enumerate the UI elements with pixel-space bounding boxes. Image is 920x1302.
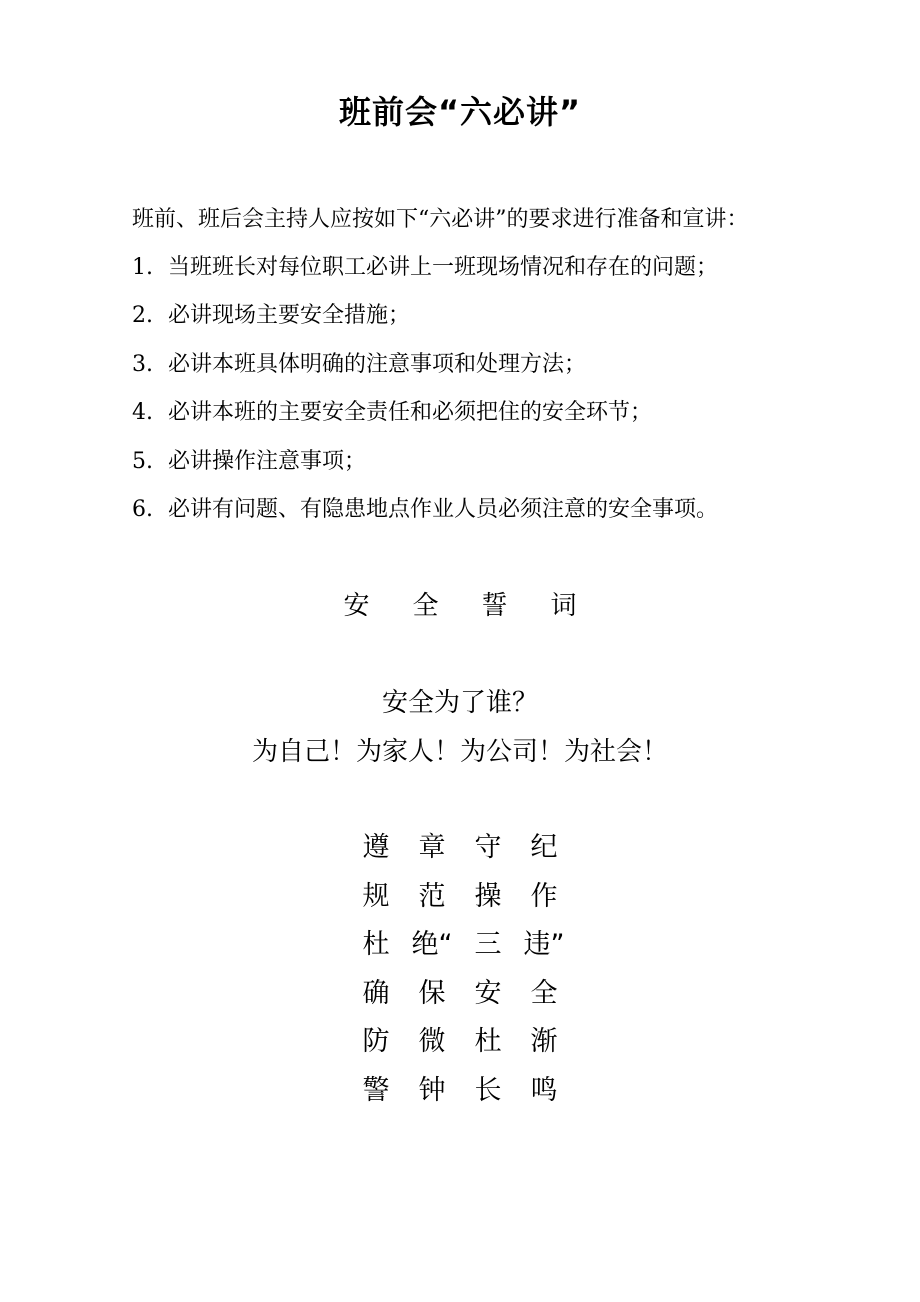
rule-text: 必讲有问题、有隐患地点作业人员必须注意的安全事项。	[168, 496, 719, 522]
oath-answer: 为自己！为家人！为公司！为社会！	[251, 737, 668, 767]
oath-heading-char: 全	[412, 591, 439, 621]
motto-char: 确	[362, 977, 390, 1009]
oath-question: 安全为了谁？	[381, 688, 538, 718]
motto-char: 范	[418, 880, 446, 912]
motto-char: 绝“	[411, 929, 453, 960]
rules-list	[132, 248, 718, 538]
rule-number: 6.	[132, 496, 153, 522]
motto-char: 规	[362, 880, 390, 912]
rule-text: 必讲本班的主要安全责任和必须把住的安全环节；	[168, 400, 653, 426]
rule-text: 必讲本班具体明确的注意事项和处理方法；	[168, 351, 587, 377]
motto-char: 操	[474, 880, 502, 912]
rule-item	[132, 345, 718, 393]
rule-text: 当班班长对每位职工必讲上一班现场情况和存在的问题；	[168, 255, 719, 280]
rule-number: 4.	[132, 400, 153, 426]
rule-item	[132, 248, 718, 296]
oath-motto	[348, 828, 572, 1119]
motto-char: 渐	[530, 1026, 558, 1057]
oath-heading-char: 安	[343, 591, 370, 621]
motto-char: 纪	[530, 832, 558, 863]
rule-number: 2.	[132, 303, 153, 329]
rule-text: 必讲现场主要安全措施；	[168, 303, 411, 329]
motto-char: 长	[474, 1074, 502, 1106]
rule-item	[132, 490, 718, 538]
motto-char: 作	[530, 880, 558, 912]
motto-char: 章	[418, 832, 446, 863]
motto-line	[348, 877, 572, 926]
motto-char: 警	[362, 1074, 390, 1106]
motto-line	[348, 925, 572, 974]
motto-char: 遵	[362, 832, 390, 863]
motto-line	[348, 1071, 572, 1120]
motto-char: 保	[418, 977, 446, 1009]
motto-char: 杜	[474, 1026, 502, 1057]
motto-char: 守	[474, 832, 502, 863]
motto-char: 杜	[362, 929, 390, 960]
motto-char: 钟	[418, 1074, 446, 1106]
motto-char: 鸣	[530, 1074, 558, 1106]
rule-item	[132, 442, 718, 490]
rule-number: 1.	[132, 255, 153, 280]
intro-paragraph: 班前、班后会主持人应按如下“六必讲”的要求进行准备和宣讲：	[132, 207, 749, 232]
page-title: 班前会“六必讲”	[338, 93, 582, 131]
motto-char: 三	[474, 929, 502, 960]
motto-char: 防	[362, 1026, 390, 1057]
rule-item	[132, 296, 718, 344]
motto-line	[348, 828, 572, 877]
motto-char: 违”	[523, 929, 565, 960]
rule-item	[132, 393, 718, 441]
rule-text: 必讲操作注意事项；	[168, 448, 367, 474]
oath-heading	[0, 586, 920, 626]
oath-heading-char: 词	[550, 591, 577, 621]
motto-line	[348, 1022, 572, 1071]
motto-char: 安	[474, 977, 502, 1009]
motto-char: 全	[530, 977, 558, 1009]
motto-line	[348, 974, 572, 1023]
rule-number: 3.	[132, 351, 153, 377]
motto-char: 微	[418, 1026, 446, 1057]
rule-number: 5.	[132, 448, 153, 474]
oath-heading-char: 誓	[481, 591, 508, 621]
